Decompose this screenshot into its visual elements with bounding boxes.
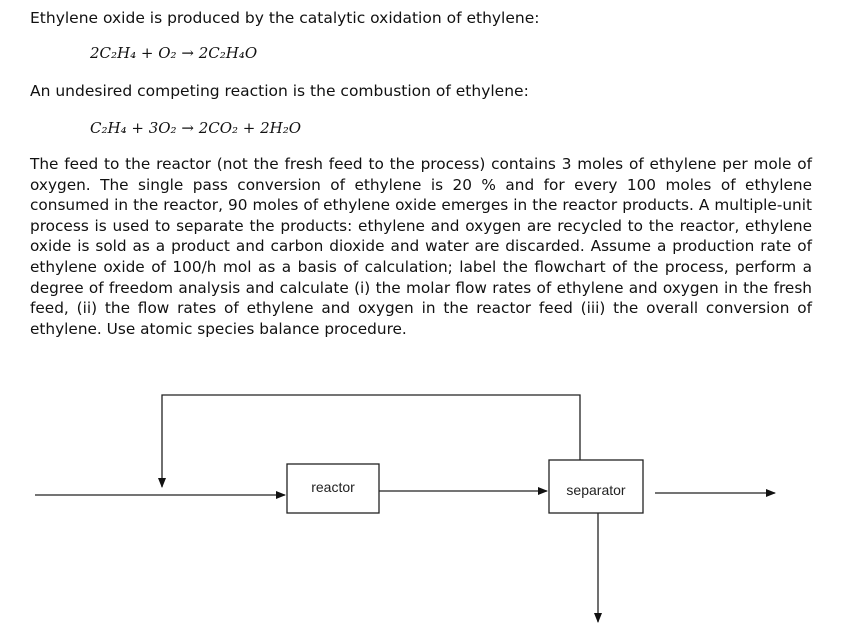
separator-label: separator xyxy=(566,482,626,498)
reactor-label: reactor xyxy=(311,479,355,495)
equation-2-rhs: 2CO₂ + 2H₂O xyxy=(198,119,302,137)
equation-2-lhs: C₂H₄ + 3O₂ xyxy=(90,119,177,137)
intro-text: Ethylene oxide is produced by the catalytic oxidation of ethylene: xyxy=(30,9,540,27)
equation-1-lhs: 2C₂H₄ + O₂ xyxy=(90,44,177,62)
competing-reaction-text: An undesired competing reaction is the combustion of ethylene: xyxy=(30,82,529,100)
equation-1-arrow: → xyxy=(181,44,194,62)
problem-statement: The feed to the reactor (not the fresh feed to the process) contains 3 moles of ethylene per mole of oxygen. The single pass conversion of ethylene is 20 % and for every 100 moles of ethylene consumed in the reactor, 90 moles of ethylene oxide emerges in the reactor products. A multiple-unit process is used to separate the products: ethylene and oxygen are recycled to the reactor, ethylene oxide is sold as a product and carbon dioxide and water are discarded. Assume a production rate of ethylene oxide of 100/h mol as a basis of calculation; label the flowchart of the process, perform a degree of freedom analysis and calculate (i) the molar flow rates of ethylene and oxygen in the fresh feed, (ii) the flow rates of ethylene and oxygen in the reactor feed (iii) the overall conversion of ethylene. Use atomic species balance procedure. xyxy=(30,155,812,338)
equation-1-rhs: 2C₂H₄O xyxy=(198,44,258,62)
equation-2-arrow: → xyxy=(181,119,194,137)
